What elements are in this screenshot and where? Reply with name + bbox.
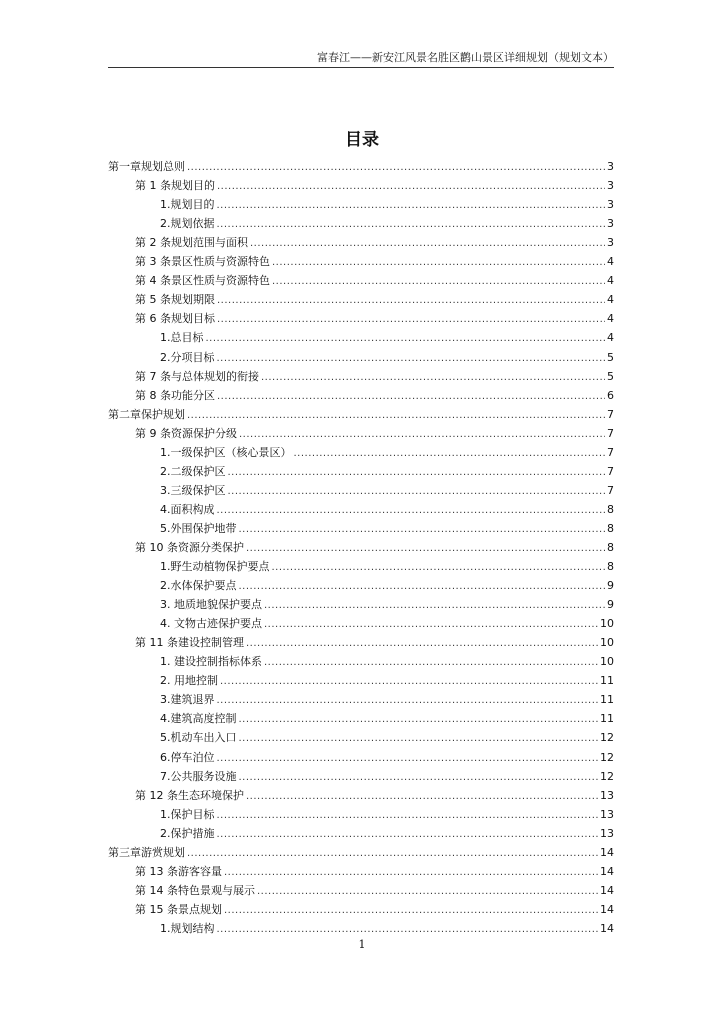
toc-entry[interactable]	[108, 193, 614, 212]
toc-page-number: 12	[600, 731, 614, 745]
toc-entry-title: 第 14 条特色景观与展示	[135, 883, 255, 897]
toc-entry[interactable]	[108, 345, 614, 364]
toc-entry[interactable]	[108, 326, 614, 345]
toc-entry[interactable]	[108, 631, 614, 650]
toc-page-number: 3	[607, 217, 614, 231]
toc-entry-title: 3.建筑退界	[160, 693, 215, 707]
toc-page-number: 10	[600, 655, 614, 669]
toc-entry[interactable]	[108, 517, 614, 536]
toc-entry-title: 1.一级保护区（核心景区）	[160, 445, 292, 459]
toc-dot-leader	[239, 733, 599, 745]
toc-dot-leader	[228, 486, 606, 498]
toc-entry[interactable]	[108, 479, 614, 498]
toc-dot-leader	[217, 924, 599, 936]
toc-chapter-number: 第三章	[108, 845, 141, 859]
toc-entry-title: 第 10 条资源分类保护	[135, 540, 244, 554]
toc-entry[interactable]	[108, 726, 614, 745]
toc-entry[interactable]	[108, 536, 614, 555]
toc-dot-leader	[220, 676, 598, 688]
toc-dot-leader	[217, 810, 599, 822]
toc-page-number: 11	[600, 674, 614, 688]
toc-dot-leader	[246, 543, 605, 555]
toc-page-number: 10	[600, 636, 614, 650]
toc-entry[interactable]	[108, 498, 614, 517]
toc-entry-title: 规划总则	[141, 160, 185, 174]
toc-entry[interactable]	[108, 803, 614, 822]
toc-dot-leader	[239, 429, 605, 441]
toc-dot-leader	[217, 353, 606, 365]
toc-dot-leader	[272, 257, 605, 269]
toc-page-number: 11	[600, 693, 614, 707]
toc-dot-leader	[217, 829, 599, 841]
toc-page-number: 8	[607, 521, 614, 535]
toc-entry-title: 6.停车泊位	[160, 750, 215, 764]
page-header	[108, 50, 614, 68]
toc-entry[interactable]	[108, 174, 614, 193]
toc-entry-title: 第 4 条景区性质与资源特色	[135, 274, 270, 288]
toc-entry-title: 3.三级保护区	[160, 483, 226, 497]
toc-dot-leader	[217, 505, 606, 517]
toc-page-number: 4	[607, 255, 614, 269]
toc-entry-title: 第 11 条建设控制管理	[135, 636, 244, 650]
toc-dot-leader	[272, 562, 606, 574]
toc-entry[interactable]	[108, 250, 614, 269]
toc-dot-leader	[224, 867, 598, 879]
toc-entry[interactable]	[108, 574, 614, 593]
toc-entry[interactable]	[108, 231, 614, 250]
toc-entry-title: 第 12 条生态环境保护	[135, 788, 244, 802]
toc-entry-title: 5.机动车出入口	[160, 731, 237, 745]
toc-entry-title: 1.规划结构	[160, 921, 215, 935]
toc-page-number: 13	[600, 788, 614, 802]
toc-dot-leader	[250, 238, 605, 250]
toc-dot-leader	[206, 333, 606, 345]
toc-page-number: 3	[607, 198, 614, 212]
toc-page-number: 14	[600, 883, 614, 897]
toc-page-number: 14	[600, 902, 614, 916]
toc-entry-title: 4. 文物古迹保护要点	[160, 617, 262, 631]
toc-entry-title: 第 5 条规划期限	[135, 293, 215, 307]
toc-entry-title: 第 13 条游客容量	[135, 864, 222, 878]
toc-page-number: 14	[600, 845, 614, 859]
toc-dot-leader	[261, 372, 605, 384]
toc-page-number: 8	[607, 540, 614, 554]
toc-entry[interactable]	[108, 555, 614, 574]
toc-page-number: 8	[607, 560, 614, 574]
toc-entry-title: 3. 地质地貌保护要点	[160, 598, 262, 612]
toc-entry[interactable]	[108, 612, 614, 631]
toc-entry[interactable]	[108, 269, 614, 288]
toc-entry-title: 2.保护措施	[160, 826, 215, 840]
toc-entry-title: 2.分项目标	[160, 350, 215, 364]
toc-dot-leader	[217, 200, 606, 212]
toc-entry[interactable]	[108, 688, 614, 707]
toc-page-number: 4	[607, 274, 614, 288]
toc-page-number: 7	[607, 445, 614, 459]
toc-page-number: 4	[607, 312, 614, 326]
toc-entry-title: 保护规划	[141, 407, 185, 421]
toc-entry-title: 第 2 条规划范围与面积	[135, 236, 248, 250]
toc-entry[interactable]	[108, 822, 614, 841]
toc-page-number: 7	[607, 407, 614, 421]
toc-dot-leader	[257, 886, 598, 898]
toc-chapter-number: 第一章	[108, 160, 141, 174]
toc-title: 目录	[345, 130, 379, 150]
toc-entry[interactable]	[108, 593, 614, 612]
toc-dot-leader	[246, 791, 598, 803]
toc-page-number: 7	[607, 464, 614, 478]
toc-entry-title: 1.总目标	[160, 331, 204, 345]
toc-dot-leader	[264, 619, 598, 631]
toc-entry-title: 游赏规划	[141, 845, 185, 859]
toc-chapter-number: 第二章	[108, 407, 141, 421]
toc-entry[interactable]	[108, 650, 614, 669]
toc-entry-title: 第 15 条景点规划	[135, 902, 222, 916]
toc-entry[interactable]	[108, 307, 614, 326]
toc-entry-title: 1.保护目标	[160, 807, 215, 821]
toc-dot-leader	[187, 848, 598, 860]
toc-page-number: 3	[607, 236, 614, 250]
toc-dot-leader	[239, 772, 599, 784]
toc-dot-leader	[217, 314, 605, 326]
toc-entry[interactable]	[108, 765, 614, 784]
toc-entry[interactable]	[108, 422, 614, 441]
toc-dot-leader	[264, 657, 598, 669]
toc-entry-title: 7.公共服务设施	[160, 769, 237, 783]
toc-entry-title: 第 7 条与总体规划的衔接	[135, 369, 259, 383]
toc-entry-title: 2. 用地控制	[160, 674, 218, 688]
toc-entry[interactable]	[108, 841, 614, 860]
toc-entry-title: 2.水体保护要点	[160, 579, 237, 593]
toc-entry-title: 2.二级保护区	[160, 464, 226, 478]
toc-page-number: 14	[600, 921, 614, 935]
toc-entry[interactable]	[108, 879, 614, 898]
toc-dot-leader	[228, 467, 606, 479]
table-of-contents	[108, 155, 614, 936]
toc-page-number: 11	[600, 712, 614, 726]
toc-entry-title: 第 6 条规划目标	[135, 312, 215, 326]
toc-page-number: 6	[607, 388, 614, 402]
toc-page-number: 5	[607, 369, 614, 383]
toc-dot-leader	[264, 600, 605, 612]
toc-page-number: 3	[607, 160, 614, 174]
toc-entry-title: 4.面积构成	[160, 502, 215, 516]
toc-page-number: 12	[600, 769, 614, 783]
toc-page-number: 13	[600, 807, 614, 821]
toc-dot-leader	[217, 219, 606, 231]
toc-dot-leader	[239, 524, 606, 536]
toc-entry[interactable]	[108, 384, 614, 403]
toc-page-number: 7	[607, 426, 614, 440]
toc-entry[interactable]	[108, 365, 614, 384]
toc-dot-leader	[294, 448, 606, 460]
toc-dot-leader	[239, 714, 599, 726]
toc-page-number: 9	[607, 579, 614, 593]
toc-entry[interactable]	[108, 707, 614, 726]
toc-entry[interactable]	[108, 212, 614, 231]
toc-entry[interactable]	[108, 784, 614, 803]
toc-entry-title: 4.建筑高度控制	[160, 712, 237, 726]
toc-page-number: 3	[607, 179, 614, 193]
toc-page-number: 4	[607, 293, 614, 307]
toc-entry[interactable]	[108, 155, 614, 174]
toc-dot-leader	[217, 695, 599, 707]
toc-entry-title: 第 1 条规划目的	[135, 179, 215, 193]
page-number: 1	[358, 938, 366, 951]
toc-entry[interactable]	[108, 403, 614, 422]
toc-dot-leader	[187, 162, 605, 174]
toc-page-number: 7	[607, 483, 614, 497]
toc-entry[interactable]	[108, 288, 614, 307]
toc-page-number: 13	[600, 826, 614, 840]
toc-page-number: 8	[607, 502, 614, 516]
toc-dot-leader	[217, 753, 599, 765]
toc-entry[interactable]	[108, 898, 614, 917]
toc-page-number: 9	[607, 598, 614, 612]
header-text: 富春江——新安江风景名胜区鹳山景区详细规划（规划文本）	[317, 51, 614, 64]
toc-dot-leader	[246, 638, 598, 650]
toc-dot-leader	[217, 391, 605, 403]
toc-entry-title: 5.外围保护地带	[160, 521, 237, 535]
toc-dot-leader	[217, 181, 605, 193]
toc-dot-leader	[224, 905, 598, 917]
toc-entry[interactable]	[108, 669, 614, 688]
toc-page-number: 5	[607, 350, 614, 364]
toc-entry-title: 1. 建设控制指标体系	[160, 655, 262, 669]
toc-entry[interactable]	[108, 441, 614, 460]
toc-dot-leader	[217, 295, 605, 307]
toc-page-number: 4	[607, 331, 614, 345]
toc-entry-title: 第 8 条功能分区	[135, 388, 215, 402]
toc-entry-title: 第 3 条景区性质与资源特色	[135, 255, 270, 269]
toc-entry-title: 1.规划目的	[160, 198, 215, 212]
toc-entry-title: 2.规划依据	[160, 217, 215, 231]
toc-entry-title: 第 9 条资源保护分级	[135, 426, 237, 440]
toc-page-number: 10	[600, 617, 614, 631]
toc-dot-leader	[272, 276, 605, 288]
toc-page-number: 14	[600, 864, 614, 878]
toc-dot-leader	[239, 581, 606, 593]
toc-page-number: 12	[600, 750, 614, 764]
toc-entry-title: 1.野生动植物保护要点	[160, 560, 270, 574]
toc-entry[interactable]	[108, 860, 614, 879]
toc-entry[interactable]	[108, 460, 614, 479]
toc-dot-leader	[187, 410, 605, 422]
toc-entry[interactable]	[108, 917, 614, 936]
toc-entry[interactable]	[108, 745, 614, 764]
